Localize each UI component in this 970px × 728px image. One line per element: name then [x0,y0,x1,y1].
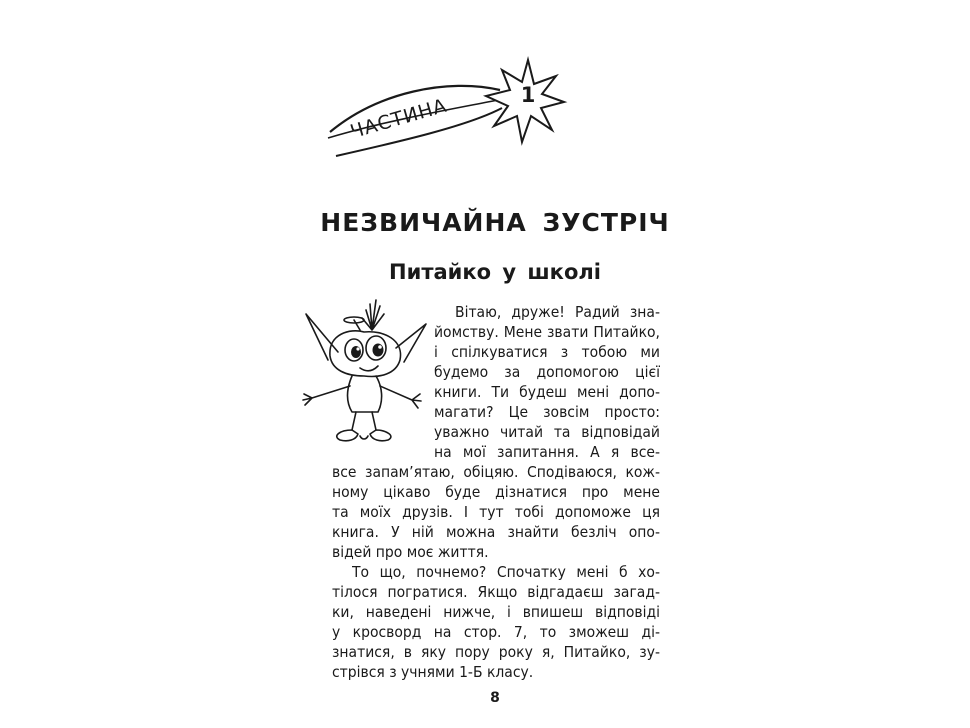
text-line: тілося погратися. Якщо відгадаєш загад- [332,583,660,601]
text-line: магати? Це зовсім просто: [434,403,660,421]
text-line: і спілкуватися з тобою ми [434,343,660,361]
text-line: ному цікаво буде дізнатися про мене [332,483,660,501]
chapter-banner [318,50,568,160]
text-line: все запам’ятаю, обіцяю. Сподіваюся, кож- [332,463,660,481]
text-line: книга. У ній можна знайти безліч опо- [332,523,660,541]
chapter-title: НЕЗВИЧАЙНА ЗУСТРІЧ [320,208,670,237]
text-line: уважно читай та відповідай [434,423,660,441]
text-line: книги. Ти будеш мені допо- [434,383,660,401]
text-line: та моїх друзів. І тут тобі допоможе ця [332,503,660,521]
text-line: на мої запитання. А я все- [434,443,660,461]
section-subtitle: Питайко у школі [389,260,601,284]
text-line: йомству. Мене звати Питайко, [434,323,660,341]
goblin-character-icon [300,290,430,445]
chapter-label: ЧАСТИНА [348,94,450,144]
text-line: ки, наведені нижче, і впишеш відповіді [332,603,660,621]
chapter-number: 1 [520,83,536,107]
text-line: Вітаю, друже! Радий зна- [455,303,660,321]
text-line: То що, почнемо? Спочатку мені б хо- [352,563,660,581]
text-line: стрівся з учнями 1-Б класу. [332,663,534,681]
text-line: у кросворд на стор. 7, то зможеш ді- [332,623,660,641]
page-number: 8 [490,690,500,706]
pytaiko-character-illustration [300,290,430,445]
text-line: будемо за допомогою цієї [434,363,660,381]
text-line: знатися, в яку пору року я, Питайко, зу- [332,643,660,661]
text-line: відей про моє життя. [332,543,489,561]
